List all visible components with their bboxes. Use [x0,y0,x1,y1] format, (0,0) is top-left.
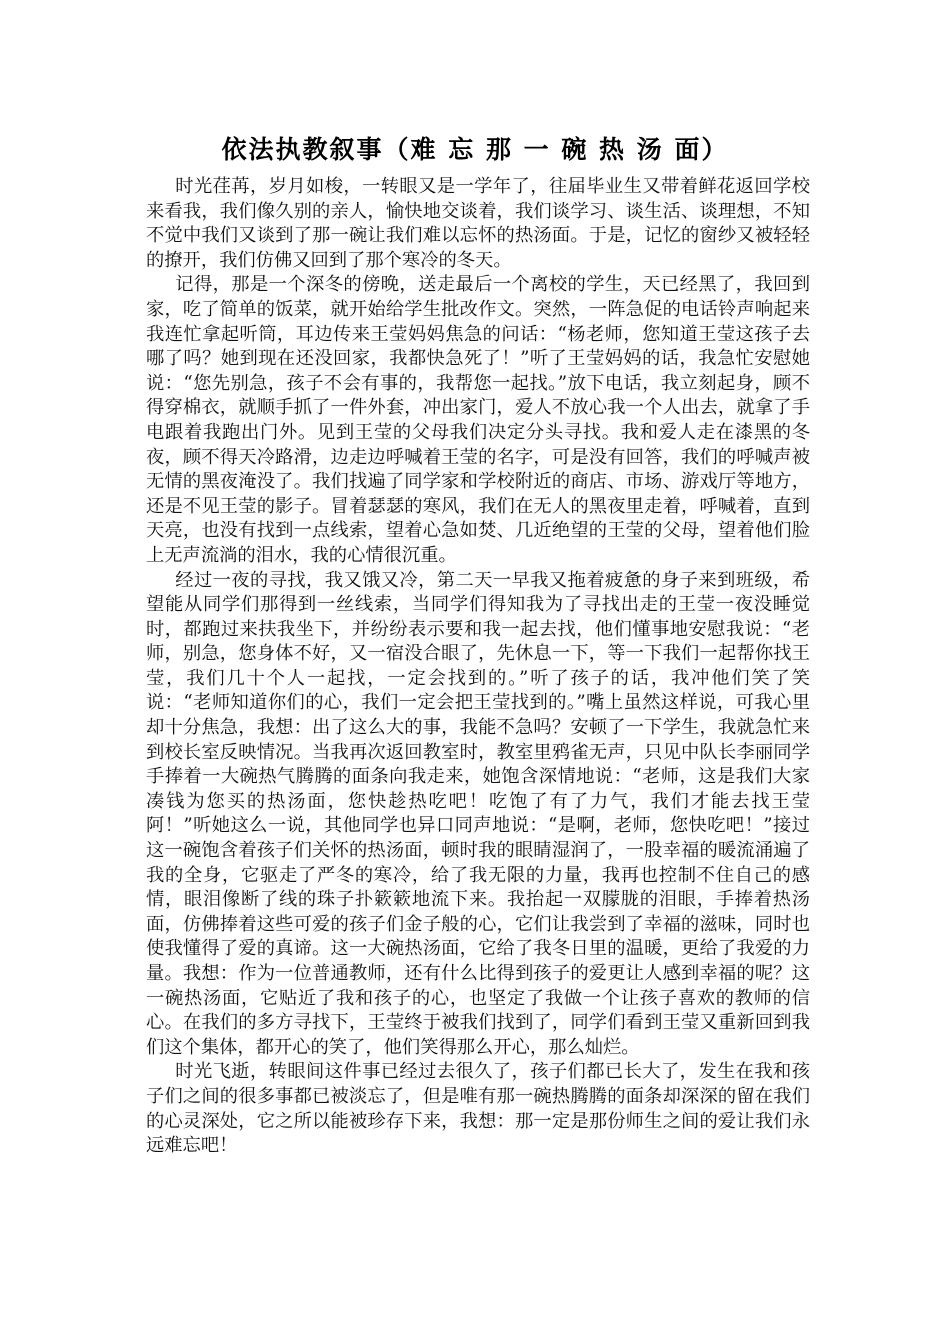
paragraph-4: 时光飞逝，转眼间这件事已经过去很久了，孩子们都已长大了，发生在我和孩子们之间的很多事都已被淡忘了，但是唯有那一碗热腾腾的面条却深深的留在我们的心灵深处，它之所以能被珍存下来，我想：那一定是那份师生之间的爱让我们永远难忘吧！ [146,1061,810,1157]
paragraph-3: 经过一夜的寻找，我又饿又冷，第二天一早我又拖着疲惫的身子来到班级，希望能从同学们那得到一丝线索，当同学们得知我为了寻找出走的王莹一夜没睡觉时，都跑过来扶我坐下，并纷纷表示要和我一起去找，他们懂事地安慰我说：“老师，别急，您身体不好，又一宿没合眼了，先休息一下，等一下我们一起帮你找王莹，我们几十个人一起找，一定会找到的。”听了孩子的话，我冲他们笑了笑说：“老师知道你们的心，我们一定会把王莹找到的。”嘴上虽然这样说，可我心里却十分焦急，我想：出了这么大的事，我能不急吗？安顿了一下学生，我就急忙来到校长室反映情况。当我再次返回教室时，教室里鸦雀无声，只见中队长李丽同学手捧着一大碗热气腾腾的面条向我走来，她饱含深情地说：“老师，这是我们大家凑钱为您买的热汤面，您快趁热吃吧！吃饱了有了力气，我们才能去找王莹阿！”听她这么一说，其他同学也异口同声地说：“是啊，老师，您快吃吧！”接过这一碗饱含着孩子们关怀的热汤面，顿时我的眼睛湿润了，一股幸福的暖流涌遍了我的全身，它驱走了严冬的寒冷，给了我无限的力量，我再也控制不住自己的感情，眼泪像断了线的珠子扑簌簌地流下来。我抬起一双朦胧的泪眼，手捧着热汤面，仿佛捧着这些可爱的孩子们金子般的心，它们让我尝到了幸福的滋味，同时也使我懂得了爱的真谛。这一大碗热汤面，它给了我冬日里的温暖，更给了我爱的力量。我想：作为一位普通教师，还有什么比得到孩子的爱更让人感到幸福的呢？这一碗热汤面，它贴近了我和孩子的心，也坚定了我做一个让孩子喜欢的教师的信心。在我们的多方寻找下，王莹终于被我们找到了，同学们看到王莹又重新回到我们这个集体，都开心的笑了，他们笑得那么开心，那么灿烂。 [146,569,810,1058]
document-title: 依法执教叙事（难 忘 那 一 碗 热 汤 面） [221,135,729,164]
paragraph-1: 时光荏苒，岁月如梭，一转眼又是一学年了，往届毕业生又带着鲜花返回学校来看我，我们像久别的亲人，愉快地交谈着，我们谈学习、谈生活、谈理想，不知不觉中我们又谈到了那一碗让我们难以忘怀的热汤面。于是，记忆的窗纱又被轻轻的撩开，我们仿佛又回到了那个寒冷的冬天。 [146,176,810,271]
document-body [146,175,810,1159]
paragraph-2: 记得，那是一个深冬的傍晚，送走最后一个离校的学生，天已经黑了，我回到家，吃了简单的饭菜，就开始给学生批改作文。突然，一阵急促的电话铃声响起来我连忙拿起听筒，耳边传来王莹妈妈焦急的问话：“杨老师，您知道王莹这孩子去哪了吗？她到现在还没回家，我都快急死了！”听了王莹妈妈的话，我急忙安慰她说：“您先别急，孩子不会有事的，我帮您一起找。”放下电话，我立刻起身，顾不得穿棉衣，就顺手抓了一件外套，冲出家门，爱人不放心我一个人出去，就拿了手电跟着我跑出门外。见到王莹的父母我们决定分头寻找。我和爱人走在漆黑的冬夜，顾不得天冷路滑，边走边呼喊着王莹的名字，可是没有回答，我们的呼喊声被无情的黑夜淹没了。我们找遍了同学家和学校附近的商店、市场、游戏厅等地方，还是不见王莹的影子。冒着瑟瑟的寒风，我们在无人的黑夜里走着，呼喊着，直到天亮，也没有找到一点线索，望着心急如焚、几近绝望的王莹的父母，望着他们脸上无声流淌的泪水，我的心情很沉重。 [146,274,810,566]
